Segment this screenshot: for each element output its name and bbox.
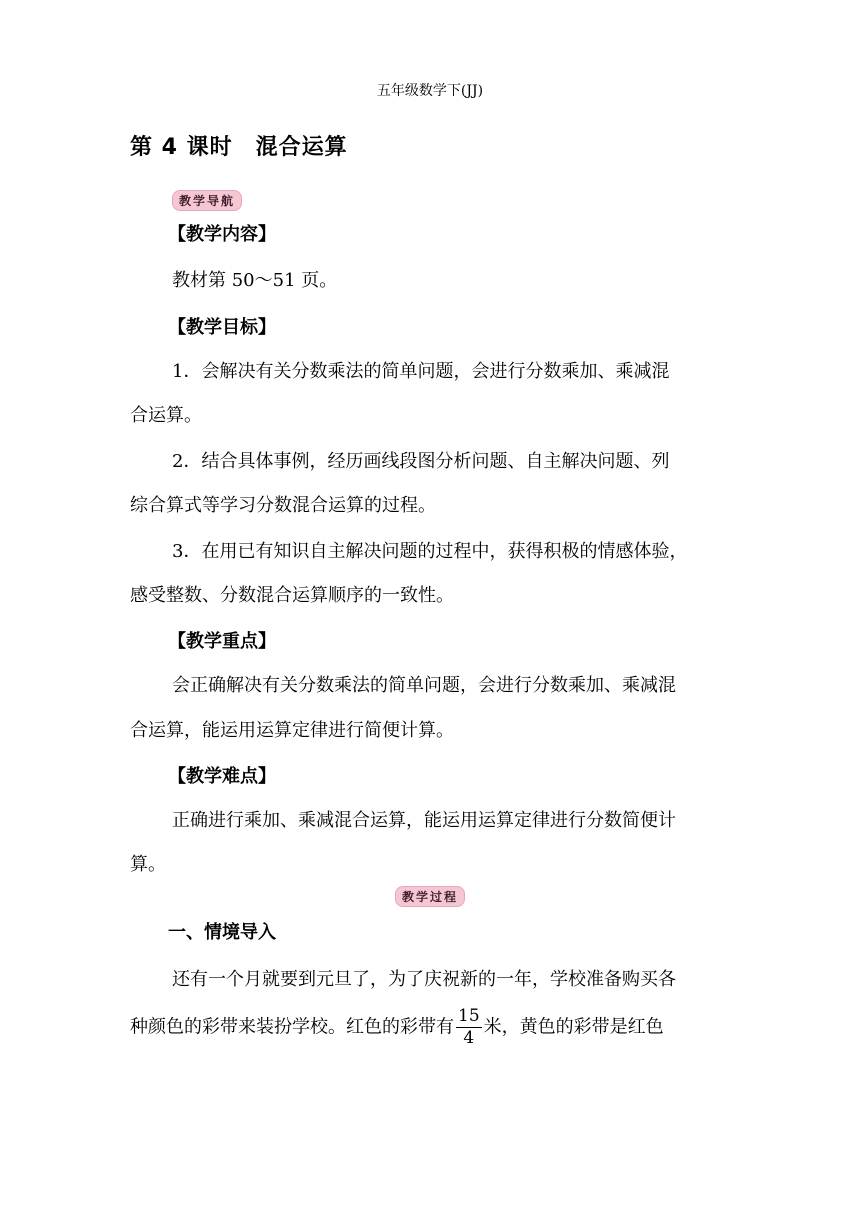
section-heading-key: 【教学重点】 xyxy=(168,631,276,652)
content-text: 教材第 50～51 页。 xyxy=(172,270,338,291)
teaching-process-badge xyxy=(0,886,860,907)
section-heading-difficulty: 【教学难点】 xyxy=(168,766,276,787)
fraction-numerator: 15 xyxy=(458,1006,480,1026)
fraction-denominator: 4 xyxy=(463,1028,475,1048)
key-line-1: 会正确解决有关分数乘法的简单问题，会进行分数乘加、乘减混 xyxy=(172,675,676,696)
intro-line-2-start: 种颜色的彩带来装扮学校。红色的彩带有 xyxy=(130,1016,454,1038)
badge-label: 教学导航 xyxy=(172,190,242,211)
goal-3-line-2: 感受整数、分数混合运算顺序的一致性。 xyxy=(130,585,454,606)
section-heading-goals: 【教学目标】 xyxy=(168,317,276,338)
goal-2-line-1: 2．结合具体事例，经历画线段图分析问题、自主解决问题、列 xyxy=(172,451,670,472)
goal-1-line-1: 1．会解决有关分数乘法的简单问题，会进行分数乘加、乘减混 xyxy=(172,361,670,382)
section-heading-intro: 一、情境导入 xyxy=(168,922,276,943)
intro-line-1: 还有一个月就要到元旦了，为了庆祝新的一年，学校准备购买各 xyxy=(172,969,676,990)
intro-line-2 xyxy=(130,1008,730,1047)
page-header: 五年级数学下(JJ) xyxy=(376,83,484,99)
badge-label: 教学过程 xyxy=(395,886,465,907)
section-heading-content: 【教学内容】 xyxy=(168,224,276,245)
difficulty-line-2: 算。 xyxy=(130,854,166,875)
goal-2-line-2: 综合算式等学习分数混合运算的过程。 xyxy=(130,495,436,516)
goal-3-line-1: 3．在用已有知识自主解决问题的过程中，获得积极的情感体验， xyxy=(172,541,688,562)
lesson-title: 第 4 课时 混合运算 xyxy=(130,135,348,160)
goal-1-line-2: 合运算。 xyxy=(130,405,202,426)
difficulty-line-1: 正确进行乘加、乘减混合运算，能运用运算定律进行分数简便计 xyxy=(172,810,676,831)
teaching-nav-badge xyxy=(172,190,242,211)
fraction xyxy=(456,1008,482,1047)
key-line-2: 合运算，能运用运算定律进行简便计算。 xyxy=(130,720,454,741)
intro-line-2-end: 米，黄色的彩带是红色 xyxy=(483,1016,664,1038)
